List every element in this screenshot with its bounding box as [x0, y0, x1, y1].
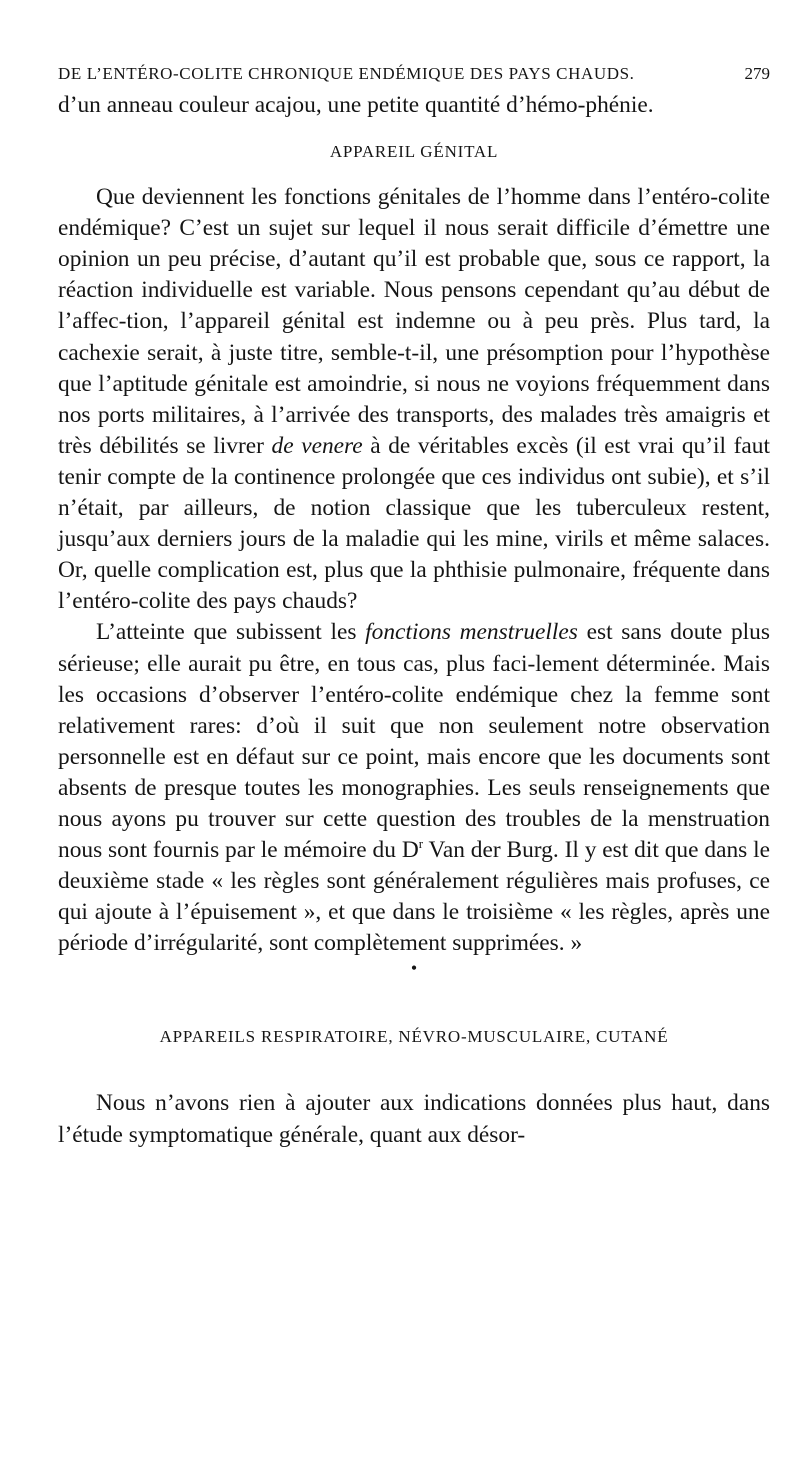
section-heading-genital: APPAREIL GÉNITAL [329, 142, 499, 162]
dot-mark: • [410, 958, 418, 979]
paragraph-text: est sans doute plus sérieuse; elle aurait pu être, en tous cas, plus faci-lement déterminée. Mais les occasions d’observer l’entéro-colite endémique chez la femme sont relativement rares: d’où il suit que non seulement notre observation personnelle est en défaut sur ce point, mais encore que les documents sont absents de presque toutes les monographies. Les seuls renseignements que nous ayons pu trouver sur cette question des troubles de la menstruation nous sont fournis par le mémoire du D [58, 619, 770, 864]
paragraph-text: Que deviennent les fonctions génitales de l’homme dans l’entéro-colite endémique? C’est un sujet sur lequel il nous serait difficile d’émettre une opinion un peu précise, d’autant qu’il est probable que, sous ce rapport, la réaction individuelle est variable. Nous pensons cependant qu’au début de l’affec-tion, l’appareil génital est indemne ou à peu près. Plus tard, la cachexie serait, à juste titre, semble-t-il, une présomption pour l’hypothèse que l’aptitude génitale est amoindrie, si nous ne voyions fréquemment dans nos ports militaires, à l’arrivée des transports, des malades très amaigris et très débilités se livrer [58, 184, 770, 459]
superscript: r [418, 836, 424, 852]
running-title: DE L’ENTÉRO-COLITE CHRONIQUE ENDÉMIQUE DES PAYS CHAUDS. [58, 64, 635, 83]
body-text [58, 90, 770, 1151]
paragraph-text: L’atteinte que subissent les [96, 619, 357, 646]
book-page [58, 62, 770, 1151]
italic-phrase: fonctions menstruelles [365, 619, 578, 646]
page-number: 279 [744, 64, 770, 83]
paragraph-text: Van der Burg. Il y est dit que dans le deuxième stade « les règles sont généralement régulières mais profuses, ce qui ajoute à l’épuisement », et que dans le troisième « les règles, après une période d’irrégularité, sont complètement supprimées. » [58, 837, 770, 957]
section-heading-other-systems: APPAREILS RESPIRATOIRE, NÉVRO-MUSCULAIRE, CUTANÉ [159, 1027, 669, 1047]
continuation-paragraph: d’un anneau couleur acajou, une petite quantité d’hémo-phénie. [58, 92, 654, 118]
running-header [58, 62, 770, 86]
paragraph-menstrual-functions [58, 617, 770, 959]
paragraph-genital-functions [58, 182, 770, 617]
italic-phrase: de venere [271, 432, 363, 459]
paragraph-other-systems: Nous n’avons rien à ajouter aux indications données plus haut, dans l’étude symptomatique générale, quant aux désor- [58, 1090, 770, 1148]
paragraph-text: à de véritables excès (il est vrai qu’il faut tenir compte de la continence prolongée que ces individus ont subie), et s’il n’était, par ailleurs, de notion classique que les tuberculeux restent, jusqu’aux derniers jours de la maladie qui les mine, virils et même salaces. Or, quelle complication est, plus que la phthisie pulmonaire, fréquente dans l’entéro-colite des pays chauds? [58, 432, 770, 615]
